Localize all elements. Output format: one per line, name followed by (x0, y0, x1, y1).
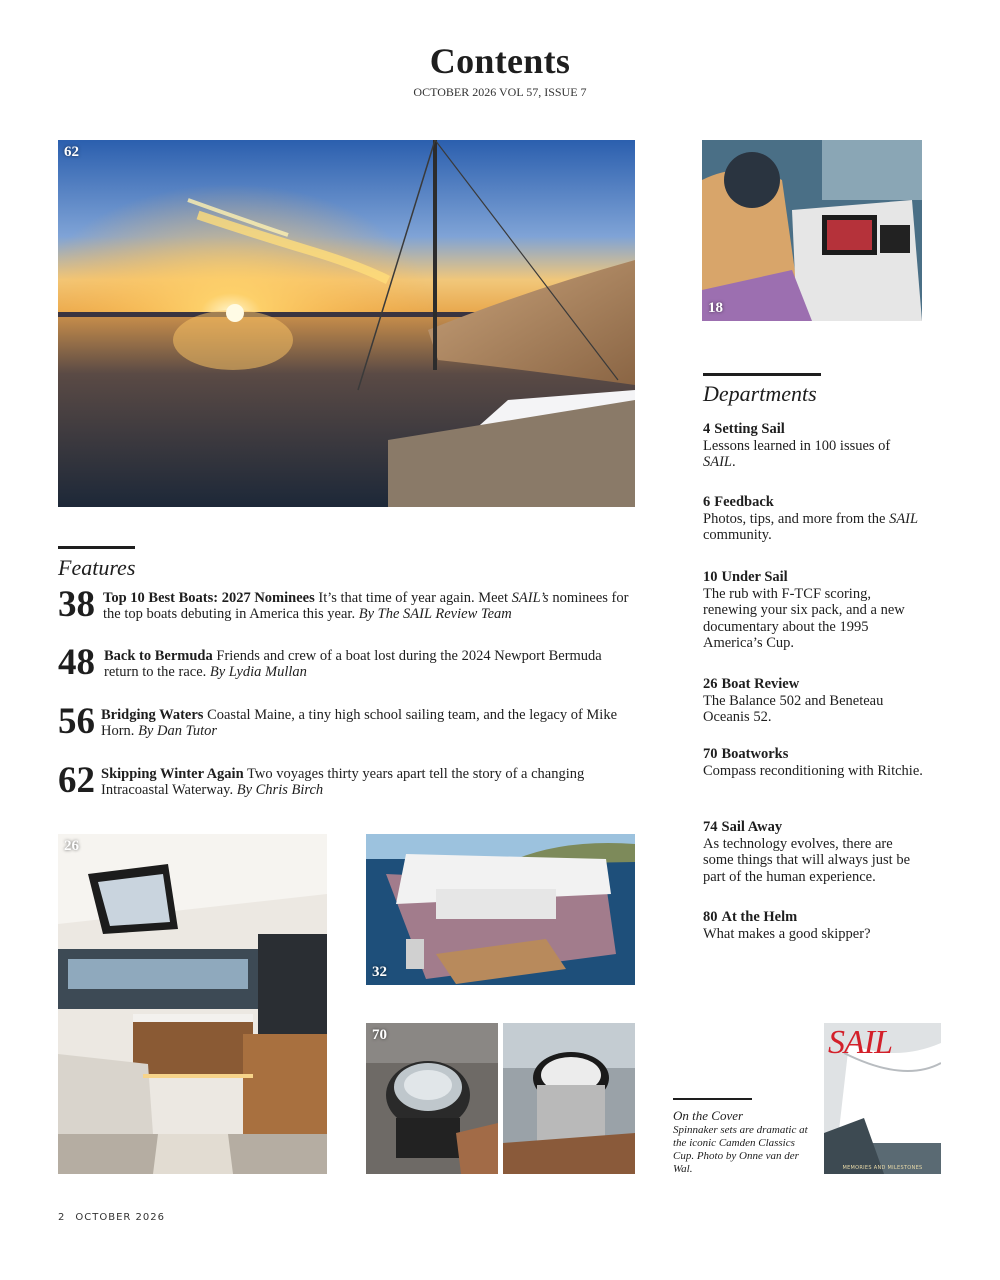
department-title: Under Sail (721, 569, 788, 585)
department-desc: Compass reconditioning with Ritchie. (703, 762, 923, 779)
department-title: Setting Sail (714, 421, 785, 437)
department-desc-italic: SAIL (703, 454, 732, 470)
departments-heading: Departments (703, 381, 817, 406)
interior-photo-art (58, 834, 327, 1174)
feature-title: Skipping Winter Again (101, 766, 244, 782)
feature-item[interactable] (58, 701, 638, 742)
feature-desc: Coastal Maine, a tiny high school sailing team, and the legacy of Mike Horn. (101, 707, 618, 739)
department-item[interactable] (703, 746, 923, 779)
cover-caption: Spinnaker sets are dramatic at the iconic Camden Classics Cup. Photo by Onne van der Wal. (673, 1124, 808, 1175)
department-title: Sail Away (721, 819, 783, 835)
feature-title: Bridging Waters (101, 707, 204, 723)
departments-rule (703, 373, 821, 376)
photo-page-number: 18 (708, 300, 723, 316)
feature-desc: It’s that time of year again. Meet (314, 590, 512, 606)
feature-page-number: 62 (58, 760, 95, 801)
compass-left-art (366, 1023, 498, 1174)
page-footer (58, 1212, 175, 1223)
feature-page-number: 48 (58, 642, 95, 683)
department-page-number: 70 (703, 746, 718, 762)
feature-title: Top 10 Best Boats: 2027 Nominees (103, 590, 315, 606)
feature-item[interactable] (58, 584, 638, 625)
department-item[interactable] (703, 909, 923, 942)
department-page-number: 4 (703, 421, 711, 437)
feature-page-number: 56 (58, 701, 95, 742)
department-desc: What makes a good skipper? (703, 925, 871, 942)
feature-desc: Friends and crew of a boat lost during the 2024 Newport Bermuda return to the race. (104, 648, 602, 680)
photo-page-number: 32 (372, 964, 387, 980)
cover-tagline: MEMORIES AND MILESTONES (842, 1165, 923, 1171)
department-item[interactable] (703, 819, 923, 885)
department-item[interactable] (703, 494, 923, 544)
compass-photo-left[interactable] (366, 1023, 498, 1174)
department-item[interactable] (703, 676, 923, 726)
cover-rule (673, 1098, 752, 1100)
boat-interior-photo[interactable] (58, 834, 327, 1174)
department-title: Boatworks (721, 746, 789, 762)
department-desc: The rub with F-TCF scoring, renewing your six pack, and a new documentary about the 1995 America’s Cup. (703, 585, 905, 651)
department-page-number: 10 (703, 569, 718, 585)
department-desc: Lessons learned in 100 issues of (703, 437, 891, 454)
department-title: At the Helm (721, 909, 798, 925)
department-desc-italic: SAIL (889, 510, 919, 527)
department-page-number: 80 (703, 909, 718, 925)
magazine-cover-thumbnail[interactable] (824, 1023, 941, 1174)
sunset-photo-art (58, 140, 635, 507)
department-page-number: 6 (703, 494, 711, 510)
feature-byline: By Lydia Mullan (209, 664, 307, 680)
department-title: Feedback (714, 494, 774, 510)
features-rule (58, 546, 135, 549)
feature-byline: By The SAIL Review Team (358, 606, 512, 622)
helm-photo-art (702, 140, 922, 321)
sail-logo: SAIL (828, 1024, 892, 1061)
department-item[interactable] (703, 421, 923, 471)
department-desc-end: . (732, 454, 736, 470)
department-desc: The Balance 502 and Beneteau Oceanis 52. (703, 692, 884, 725)
photo-page-number: 26 (64, 838, 79, 854)
department-page-number: 26 (703, 676, 718, 692)
feature-item[interactable] (58, 760, 638, 801)
department-title: Boat Review (721, 676, 800, 692)
compass-right-art (503, 1023, 635, 1174)
feature-byline: By Chris Birch (236, 782, 324, 798)
feature-page-number: 38 (58, 584, 95, 625)
footer-date: OCTOBER 2026 (75, 1212, 165, 1223)
department-page-number: 74 (703, 819, 718, 835)
stern-photo-art (366, 834, 635, 985)
cover-heading: On the Cover (673, 1108, 744, 1123)
sunset-sailing-photo[interactable] (58, 140, 635, 507)
feature-title: Back to Bermuda (104, 648, 213, 664)
department-desc-end: community. (703, 527, 772, 543)
helm-instruments-photo[interactable] (702, 140, 922, 321)
photo-page-number: 70 (372, 1027, 387, 1043)
department-desc: As technology evolves, there are some things that will always just be part of the human experience. (703, 835, 911, 885)
feature-item[interactable] (58, 642, 638, 683)
feature-desc-italic: SAIL’s (511, 590, 549, 606)
compass-photo-right[interactable] (503, 1023, 635, 1174)
features-heading: Features (58, 555, 136, 580)
footer-page-number: 2 (58, 1212, 66, 1223)
boat-stern-photo[interactable] (366, 834, 635, 985)
department-item[interactable] (703, 569, 923, 652)
photo-page-number: 62 (64, 144, 79, 160)
feature-byline: By Dan Tutor (138, 723, 218, 739)
department-desc: Photos, tips, and more from the (703, 510, 890, 527)
issue-line: OCTOBER 2026 VOL 57, ISSUE 7 (413, 85, 587, 99)
page-title: Contents (429, 41, 571, 81)
feature-desc-end: nominees for the top boats debuting in America this year. (103, 590, 629, 622)
feature-desc: Two voyages thirty years apart tell the story of a changing Intracoastal Waterway. (101, 766, 585, 798)
